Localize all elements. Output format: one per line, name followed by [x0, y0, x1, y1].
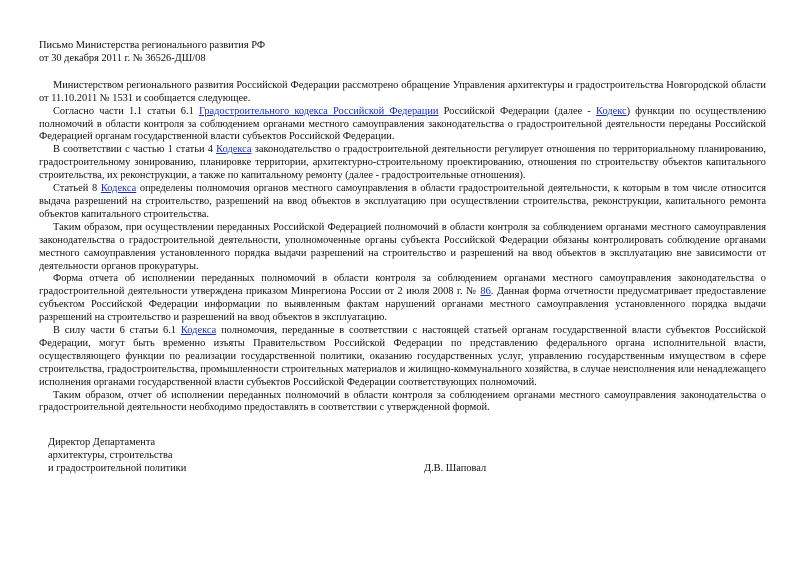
paragraph-text: определены полномочия органов местного самоуправления в области градостроительной деятельности, к которым в том числе относится выдача разрешений на строительство, разрешений на ввод объектов в эксплуатацию при осуществлении строительства, реконструкции, капитального ремонта объектов капитального строительства. — [39, 183, 766, 220]
paragraph-text: ) функции по осуществлению полномочий в области контроля за соблюдением органами местного самоуправления законодательства о градостроительной деятельности переданы Российской Федерацией органам государственной власти субъектов Российской Федерации. — [39, 105, 766, 143]
paragraph-text: В силу части 6 статьи 6.1 — [53, 325, 181, 337]
signature-title-line: архитектуры, строительства — [48, 450, 173, 462]
paragraph-text: Таким образом, отчет об исполнении переданных полномочий в области контроля за соблюдением органами местного самоуправления законодательства о градостроительной деятельности необходимо предоставлять в соответствии с утвержденной формой. — [39, 389, 766, 414]
signature-title — [48, 437, 775, 476]
body-paragraph — [39, 106, 766, 145]
document-reference-link[interactable]: Кодекса — [216, 144, 252, 156]
letter-header — [39, 40, 766, 66]
body-paragraph — [39, 325, 766, 390]
header-line-2: от 30 декабря 2011 г. № 36526-ДШ/08 — [39, 52, 206, 64]
document-reference-link[interactable]: Кодекс — [596, 105, 627, 117]
paragraph-text: Российской Федерации (далее - — [438, 105, 597, 117]
body-paragraph — [39, 144, 766, 183]
signature-block — [48, 437, 775, 477]
header-line-1: Письмо Министерства регионального развития РФ — [39, 40, 266, 51]
body-paragraph — [39, 80, 766, 106]
paragraph-text: законодательство о градостроительной деятельности регулирует отношения по территориальному планированию, градостроительному зонированию, планировке территории, архитектурно-строительному проектированию, отношения по строительству объектов капитального строительства, их реконструкции, а также по капитальному ремонту (далее - градостроительные отношения). — [39, 144, 766, 182]
document-reference-link[interactable]: Кодекса — [180, 325, 217, 337]
letter-page — [39, 40, 766, 477]
document-reference-link[interactable]: Градостроительного кодекса Российской Федерации — [198, 105, 439, 117]
body-paragraph — [39, 390, 766, 416]
body-paragraph — [39, 183, 766, 222]
signature-title-line: и градостроительной политики — [48, 463, 187, 475]
signatory-name: Д.В. Шаповал — [424, 463, 487, 475]
document-reference-link[interactable]: Кодекса — [100, 183, 137, 195]
paragraph-text: Статьей 8 — [53, 183, 101, 195]
body-paragraph — [39, 222, 766, 274]
signature-title-line: Директор Департамента — [48, 437, 156, 449]
letter-body — [39, 80, 766, 416]
paragraph-text: В соответствии с частью 1 статьи 4 — [53, 144, 217, 156]
body-paragraph — [39, 273, 766, 325]
paragraph-text: Форма отчета об исполнении переданных полномочий в области контроля за соблюдением органами местного самоуправления законодательства о градостроительной деятельности утверждена приказом Минрегиона России от 2 июля 2008 г. № — [39, 273, 766, 298]
document-reference-link[interactable]: 86 — [480, 286, 491, 298]
paragraph-text: . Данная форма отчетности предусматривает предоставление субъектом Российской Федерации информации по выявленным фактам нарушений органами местного самоуправления установленного порядка выдачи разрешений на строительство и разрешений на ввод объектов в эксплуатацию. — [39, 286, 766, 324]
paragraph-text: Таким образом, при осуществлении переданных Российской Федерацией полномочий в области контроля за соблюдением органами местного самоуправления законодательства о градостроительной деятельности, уполномоченные органы субъекта Российской Федерации обязаны контролировать соблюдение органами местного самоуправления установленного порядка выдачи разрешений на строительство и разрешений на ввод объектов в эксплуатацию вне зависимости от деятельности органов прокуратуры. — [39, 221, 766, 272]
paragraph-text: полномочия, переданные в соответствии с настоящей статьей органам государственной власти субъектов Российской Федерации, могут быть временно изъяты Правительством Российской Федерации по представлению федерального органа исполнительной власти, осуществляющего функции по реализации государственной политики, оказанию государственных услуг, управлению государственным имуществом в сфере строительства, градостроительства, промышленности строительных материалов и жилищно-коммунального хозяйства, в случае неисполнения или ненадлежащего исполнения органами государственной власти субъектов Российской Федерации соответствующих полномочий. — [39, 325, 766, 388]
paragraph-text: Министерством регионального развития Российской Федерации рассмотрено обращение Управления архитектуры и градостроительства Новгородской области от 11.10.2011 № 1531 и сообщается следующее. — [39, 79, 766, 104]
paragraph-text: Согласно части 1.1 статьи 6.1 — [53, 105, 199, 117]
